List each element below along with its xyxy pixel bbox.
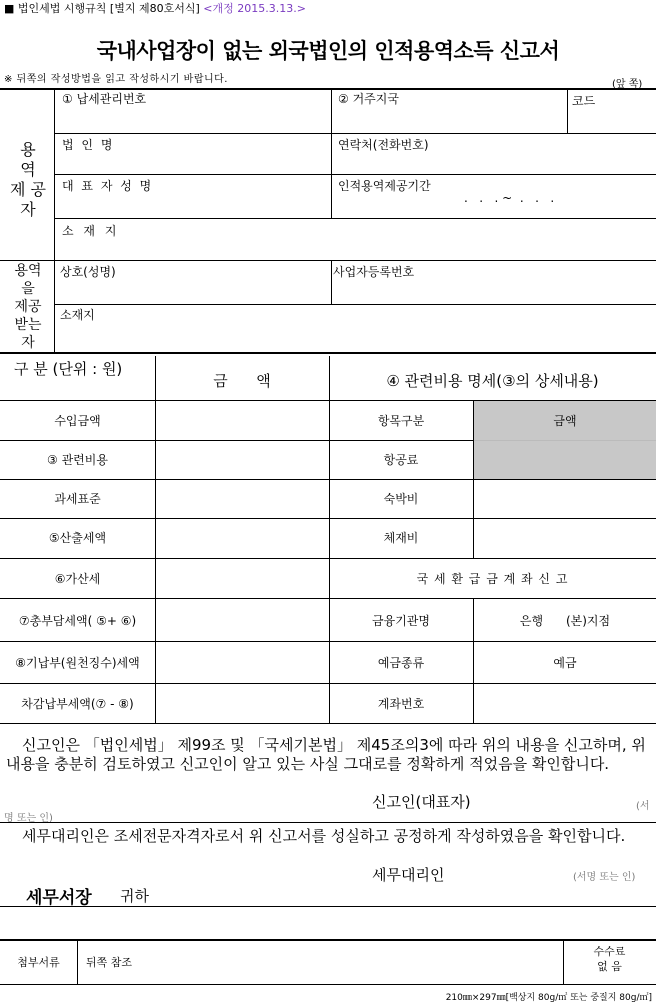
label-line: 제공 [14, 299, 42, 315]
tax-id-label: ① 납세관리번호 [62, 92, 147, 106]
divider [54, 304, 656, 305]
row-label: ⑦총부담세액( ⑤+ ⑥) [18, 614, 137, 628]
row-label: ⑥가산세 [54, 572, 101, 586]
amount-field[interactable] [158, 521, 326, 555]
business-number-label: 사업자등록번호 [333, 265, 415, 279]
detail-label: 숙박비 [383, 492, 419, 506]
ceo-name-label: 대 표 자 성 명 [62, 179, 154, 193]
label-line: 용역 [14, 263, 42, 279]
declaration-text: 신고인은 「법인세법」 제99조 및 「국세기본법」 제45조의3에 따라 위의 내용을 신고하며, 위 내용을 충분히 검토하였고 신고인이 알고 있는 사실 그대로를 정확하게 적었음을 확인합니다. [6, 736, 646, 773]
row-label: ⑧기납부(원천징수)세액 [15, 656, 140, 670]
contact-label: 연락처(전화번호) [338, 138, 429, 152]
label-line: 자 [20, 200, 36, 219]
account-number-label: 계좌번호 [377, 697, 425, 711]
law-reference: 법인세법 시행규칙 [별지 제80호서식] [17, 2, 200, 15]
label-line: 용 [20, 140, 36, 159]
divider [54, 174, 656, 175]
divider [0, 440, 474, 441]
stay-amount-field[interactable] [476, 521, 652, 555]
amount-field[interactable] [158, 482, 326, 516]
honorific: 귀하 [120, 887, 149, 905]
fee-value: 없 음 [597, 960, 622, 973]
divider [0, 723, 656, 724]
label-line: 을 [21, 281, 35, 297]
detail-value-header: 금액 [553, 414, 577, 428]
form-title: 국내사업장이 없는 외국법인의 인적용역소득 신고서 [96, 39, 560, 63]
deposit-type-label: 예금종류 [377, 656, 425, 670]
corp-name-label: 법 인 명 [62, 138, 115, 152]
corp-name-field[interactable] [60, 152, 328, 172]
business-number-field[interactable] [336, 280, 652, 300]
signature-note: (서명 또는 인) [573, 872, 636, 883]
instruction-note: ※ 뒤쪽의 작성방법을 읽고 작성하시기 바랍니다. [4, 74, 228, 85]
address-label: 소 재 지 [62, 224, 120, 238]
recipient-address-label: 소재지 [60, 308, 95, 322]
divider [0, 598, 656, 599]
divider [474, 440, 656, 441]
divider [331, 174, 332, 218]
column-header-detail: ④ 관련비용 명세(③의 상세내용) [386, 372, 599, 390]
contact-field[interactable] [336, 152, 652, 172]
label-line: 받는 [14, 317, 42, 333]
label-line: 역 [20, 160, 36, 179]
amount-field[interactable] [158, 561, 326, 595]
declarant-label: 신고인(대표자) [372, 793, 471, 811]
amount-field[interactable] [158, 644, 326, 681]
lodging-amount-field[interactable] [476, 482, 652, 516]
bank-name-field[interactable]: 은행 (본)지점 [519, 614, 611, 628]
bank-name-label: 금융기관명 [372, 614, 430, 628]
row-label: ⑤산출세액 [48, 531, 107, 545]
revision-date: <개정 2015.3.13.> [203, 2, 306, 15]
tax-id-field[interactable] [60, 108, 328, 130]
account-number-field[interactable] [476, 686, 652, 721]
fee-label: 수수료 [593, 945, 626, 958]
bullet-icon: ■ [4, 2, 15, 15]
tax-agent-signature-field[interactable] [460, 862, 570, 882]
divider [567, 88, 568, 133]
divider [54, 260, 55, 352]
amount-field[interactable] [158, 601, 326, 638]
provider-address-field[interactable] [60, 238, 650, 258]
detail-label: 항공료 [383, 453, 419, 467]
recipient-section-label [2, 262, 54, 352]
divider [0, 822, 656, 823]
divider [0, 518, 656, 519]
divider [77, 941, 78, 984]
country-field[interactable] [336, 108, 564, 130]
divider [0, 906, 656, 907]
divider [54, 218, 656, 219]
amount-field[interactable] [158, 686, 326, 721]
divider [0, 479, 656, 480]
row-label: 과세표준 [54, 492, 101, 506]
tax-office-label: 세무서장 [26, 888, 92, 908]
row-label: 수입금액 [54, 414, 101, 428]
row-label: ③ 관련비용 [47, 453, 108, 467]
recipient-address-field[interactable] [60, 322, 650, 346]
divider [155, 356, 156, 723]
fee-cell [563, 944, 656, 974]
recipient-name-label: 상호(성명) [60, 265, 116, 279]
divider [0, 683, 656, 684]
recipient-name-field[interactable] [60, 280, 328, 300]
tax-agent-label: 세무대리인 [372, 866, 445, 884]
country-label: ② 거주지국 [338, 92, 399, 106]
detail-label: 항목구분 [377, 414, 425, 428]
attachments-label: 첨부서류 [17, 956, 60, 969]
code-label: 코드 [572, 94, 596, 108]
label-line: 자 [21, 335, 35, 351]
detail-label: 체재비 [383, 531, 419, 545]
signature-note: 명 또는 인) [4, 813, 53, 824]
signature-note: (서 [636, 801, 650, 812]
label-line: 제 공 [10, 180, 46, 199]
refund-account-header: 국 세 환 급 금 계 좌 신 고 [416, 572, 569, 586]
code-field[interactable] [572, 108, 652, 130]
divider [0, 984, 656, 985]
divider [331, 260, 332, 304]
column-header-class: 구 분 (단위 : 원) [14, 360, 123, 378]
divider [0, 558, 656, 559]
declarant-signature-field[interactable] [478, 790, 628, 810]
divider [0, 260, 656, 261]
service-period-value[interactable]: . . . ~ . . . [464, 191, 555, 205]
divider [0, 641, 656, 642]
amount-field[interactable] [158, 443, 326, 477]
column-header-amount: 금 액 [213, 372, 271, 390]
provider-section-label [2, 140, 54, 220]
divider [0, 352, 656, 354]
paper-spec: 210㎜×297㎜[백상지 80g/㎡ 또는 중질지 80g/㎡] [445, 993, 652, 1003]
divider [0, 939, 656, 941]
ceo-name-field[interactable] [60, 194, 328, 214]
attachments-value: 뒤쪽 참조 [86, 956, 133, 969]
service-period-label: 인적용역제공기간 [338, 179, 431, 193]
page-side: (앞 쪽) [612, 79, 643, 90]
agent-confirmation-text: 세무대리인은 조세전문자격자로서 위 신고서를 성실하고 공정하게 작성하였음을 확인합니다. [22, 827, 626, 845]
divider [0, 400, 656, 401]
amount-field[interactable] [158, 403, 326, 437]
form-reference [4, 0, 306, 16]
deposit-type-field[interactable]: 예금 [553, 656, 577, 670]
row-label: 차감납부세액(⑦ - ⑧) [21, 697, 134, 711]
divider [54, 133, 656, 134]
